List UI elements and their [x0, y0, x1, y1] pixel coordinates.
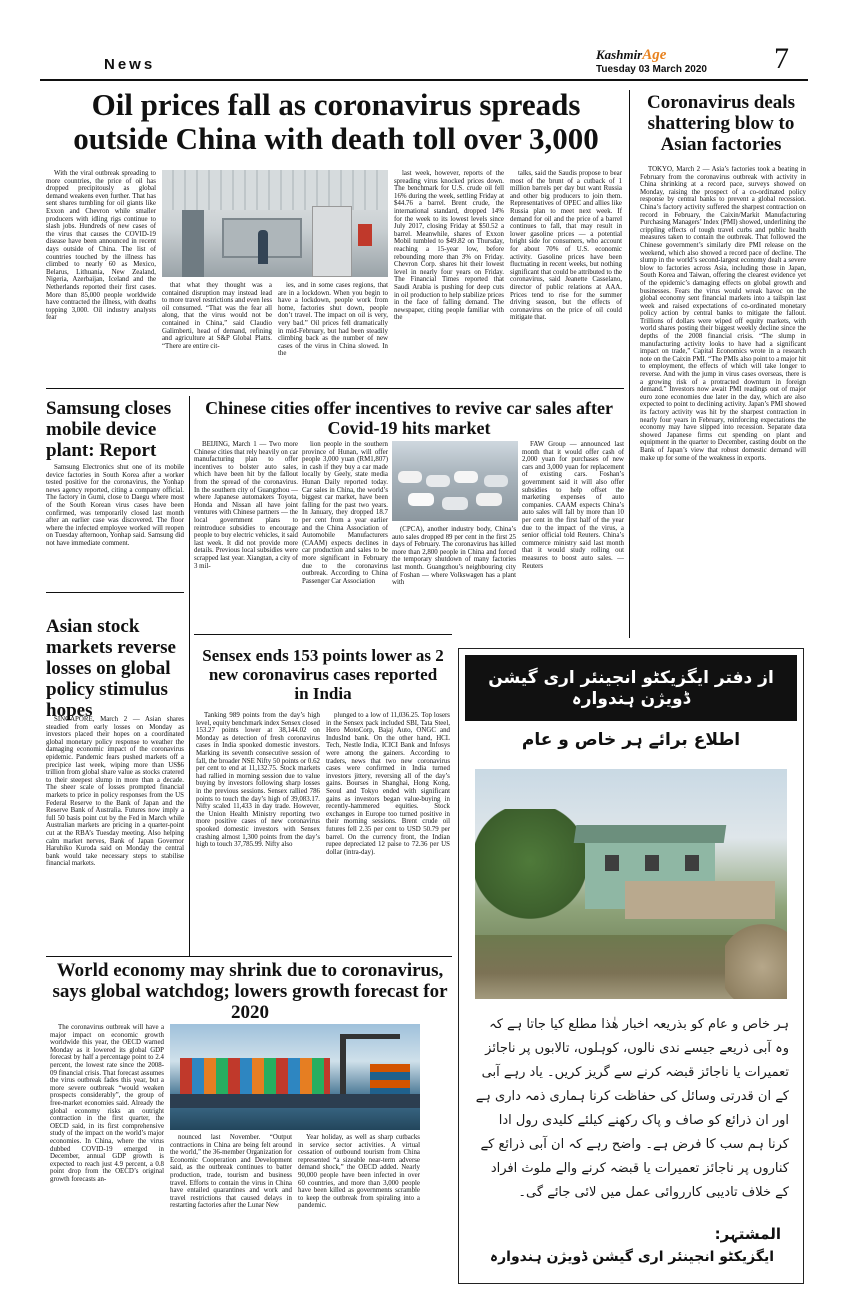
row-rule-2 [46, 592, 184, 593]
oil-col-2-text: that what they thought was a contained disruption may instead lead to more travel restrictions and even less oil consumed. “That was the fear all along, that the virus would not be contained in China,” said Claudio Galimberti, head of demand, refining and agriculture at S&P Global Platts. “There are entire cit- [162, 282, 272, 350]
sensex-col-2-text: plunged to a low of 11,036.25. Top losers in the Sensex pack included SBI, Tata Steel, Hero MotoCorp, Bajaj Auto, ONGC and IndusInd bank. On the other hand, HCL Tech, Nestle India, ICICI Bank and Infosys were among the gainers. According to traders, news that two new coronavirus cases were confirmed in India turned investors jittery, reversing all of the day’s gains. Bourses in Shanghai, Hong Kong, Seoul and Tokyo ended with significant gains as investors began value-buying in recently-hammered equities. Stock exchanges in Europe too turned positive in their morning sessions. Brent crude oil futures fell 2.35 per cent to USD 50.79 per barrel. On the currency front, the Indian rupee depreciated 12 paise to 72.36 per US dollar (intra-day). [326, 712, 450, 856]
oil-col-5-text: talks, said the Saudis propose to bear most of the brunt of a cutback of 1 million barrels per day but want Russia and other big producers to join them. Representatives of OPEC and allies like Russia plan to meet next week. If demand for oil and the price of a barrel continues to fall, that may result in lower gasoline prices — a potential bright side for consumers, who account for about 70% of U.S. economic activity. Gasoline prices have been fluctuating in recent weeks, but nothing significant that could be attributed to the coronavirus, said Jeanette Casselano, director of public relations at AAA. Prices tend to rise for the summer driving season, but the effects of coronavirus on the price of oil could mitigate that. [510, 170, 622, 322]
brand-logo [596, 48, 666, 62]
cars-col-2-text: lion people in the southern province of Hunan, will offer people 3,000 yuan (RM1,807) in cash if they buy a car made locally by Geely, state media Hunan Daily reported today. Car sales in China, the world’s biggest car market, have been falling for the past two years. In January, they dropped 18.7 per cent from a year earlier and the China Association of Automobile Manufacturers (CAAM) expects declines in car production and sales to be more significant in February due to the coronavirus outbreak. According to China Passenger Car Association [302, 441, 388, 585]
oil-col-1-text: With the viral outbreak spreading to more countries, the price of oil has dropped precipitously as global demand weakens even further. That has sent shares tumbling for oil giants like Exxon and Chevron while smaller producers with idling rigs continue to slash jobs. Hundreds of new cases of the virus that causes the COVID-19 disease have been announced in recent days outside of China. The list of countries touched by the illness has climbed to nearly 60 as Mexico, Belarus, Lithuania, New Zealand, Nigeria, Azerbaijan, Iceland and the Netherlands reported their first cases. More than 85,000 people worldwide have contracted the illness, with deaths topping 3,000. Oil industry analysts fear [46, 170, 156, 322]
factories-body-text: TOKYO, March 2 — Asia’s factories took a beating in February from the coronavirus outbreak with activity in China shrinking at a record pace, surveys showed on Monday, raising the prospect of a co-ordinated policy response by central banks to prevent a global recession. China’s factory activity suffered the sharpest contraction on record in February, the Caixin/Markit Manufacturing Purchasing Managers’ Index (PMI) showed, underlining the crippling effects of tough travel curbs and public health measures taken to contain the outbreak. That followed the Chinese government’s similarly dire PMI release on the weekend, which also showed a record pace of decline. The slump in the world’s second-largest economy dealt a severe blow to factories across Asia, including those in Japan, South Korea and Taiwan, offering the clearest evidence yet of the epidemic’s damaging effects on global growth and businesses. Fears the virus would wreak havoc on the global economy sent financial markets into a tailspin last week and raised expectations of co-ordinated monetary policy action by central banks to mitigate the fallout. Trillions of dollars were wiped off equity markets, with world shares posting their biggest weekly decline since the depths of the 2008 financial crisis. “The slump in manufacturing activity looks to have had a significant impact on trade,” Capital Economics wrote in a research note on the Caixin PMI. “The PMIs also point to a major hit to employment, the effects of which will take longer to reverse. And with the jump in virus cases overseas, there is a growing risk of a protracted downturn in foreign demand.” Investors now await PMI readings out of major euro zone economies due later in the day, which are also expected to point to declining activity. Japan’s PMI showed its factory activity was hit by the sharpest contraction in nearly four years in February, reinforcing expectations the economy may have slipped into recession. Separate data showed Japanese firms cut spending on plant and equipment in the quarter to December, casting doubt on the Bank of Japan’s view that robust domestic demand will make up for some of the weakness in exports. [640, 166, 806, 462]
economy-col-3-text: Year holiday, as well as sharp cutbacks in service sector activities. A virtual cessation of outbound tourism from China represented “a sizeable near-term adverse demand shock,” the OECD added. Nearly 90,000 people have been infected in over 60 countries, and more than 3,000 people have been killed as governments scramble to keep the outbreak from spiraling into a pandemic. [298, 1134, 420, 1210]
row-rule-4 [46, 956, 452, 957]
factories-body [640, 166, 806, 622]
oil-col-5 [510, 170, 622, 378]
samsung-body [46, 464, 184, 582]
stocks-body [46, 716, 184, 952]
advert-box [458, 648, 804, 1284]
page-date: Tuesday 03 March 2020 [596, 64, 707, 75]
brand-logo-a: Kashmir [596, 47, 643, 62]
row-rule-3 [194, 634, 452, 635]
economy-col-2 [170, 1134, 292, 1270]
advert-signature-label: المشتہر: [714, 1225, 781, 1243]
sensex-col-1 [196, 712, 320, 952]
economy-col-3 [298, 1134, 420, 1270]
sensex-headline: Sensex ends 153 points lower as 2 new coronavirus cases reported in India [202, 646, 444, 703]
economy-col-1 [50, 1024, 164, 1270]
economy-col-2-text: nounced last November. “Output contractions in China are being felt around the world,” the 36-member Organization for Economic Cooperation and Development said, as the outbreak continues to batter production, trade, tourism and business travel. Efforts to contain the virus in China have entailed quarantines and work and travel restrictions that caused delays in restarting factories after the Lunar New [170, 1134, 292, 1210]
brand-logo-b: Age [642, 47, 667, 63]
cars-col-2 [302, 441, 388, 621]
stocks-body-text: SINGAPORE, March 2 — Asian shares steadied from early losses on Monday as investors placed their hopes on a coordinated global monetary policy response to weather the damaging economic impact of the coronavirus epidemic. Pandemic fears pushed markets off a precipice last week, wiping more than US$6 trillion from global share value as stocks cratered to their steepest slump in more than a decade. The sheer scale of losses prompted financial markets to price in policy responses from the US Federal Reserve to the Bank of Japan and the Reserve Bank of Australia. Futures now imply a full 50 basis point cut by the Fed in March while Australian markets are pricing in a quarter-point cut at the RBA’s Tuesday meeting. Also helping calm market nerves, Bank of Japan Governor Haruhiko Kuroda said on Monday the central bank would take necessary steps to stabilise financial markets. [46, 716, 184, 868]
sensex-col-1-text: Tanking 989 points from the day’s high level, equity benchmark index Sensex closed 153.27 points lower at 38,144.02 on Monday as detection of fresh coronavirus cases in India spooked domestic investors. Marking its seventh consecutive session of fall, the broader NSE Nifty 50 points or 0.62 per cent to end at 11,132.75. Stock markets had rallied in morning session due to value buying by investors following sharp losses in the previous sessions. Sensex rallied 786 points to touch the day’s high of 39,083.17. Nifty scaled 11,433 in day trade. However, the Union Health Ministry reporting two more positive cases of new coronavirus spooked domestic investors with Sensex crashing almost 1,300 points from the day’s high to touch 37,785.99. Nifty also [196, 712, 320, 849]
column-divider-2 [189, 396, 190, 956]
factories-headline: Coronavirus deals shattering blow to Asian factories [647, 92, 795, 155]
oil-col-3 [278, 282, 388, 378]
cars-col-4-text: FAW Group — announced last month that it would offer cash of 2,000 yuan for purchases of new cars and 3,000 yuan for replacement of existing cars. Foshan’s government said it will also offer subsidies to help offset the marketing expenses of auto companies. CAAM expects China’s auto sales will fall by more than 10 per cent in the first half of the year due to the impact of the virus, a senior official told Reuters. China’s commerce ministry said last month that it would study rolling out measures to boost auto sales. — Reuters [522, 441, 624, 570]
samsung-headline: Samsung closes mobile device plant: Report [46, 398, 172, 461]
cars-headline: Chinese cities offer incentives to revive car sales after Covid-19 hits market [205, 398, 613, 438]
factory-photo [162, 170, 388, 277]
oil-headline: Oil prices fall as coronavirus spreads outside China with death toll over 3,000 [73, 87, 599, 156]
cars-col-1-text: BEIJING, March 1 — Two more Chinese cities that rely heavily on car manufacturing plan to offer incentives to bolster auto sales, which have been hit by the fallout from the spread of the coronavirus. In the southern city of Guangzhou — where Japanese automakers Toyota, Honda and Nissan all have joint ventures with Chinese partners — the local government plans to reintroduce subsidies to encourage people to buy electric vehicles, it said last week. It did not provide more details. Previous local subsidies were scrapped last year. Xiangtan, a city of 3 mil- [194, 441, 298, 570]
row-rule-1 [46, 388, 624, 389]
advert-banner [465, 655, 797, 721]
oil-col-3-text: ies, and in some cases regions, that are in a lockdown. When you begin to have a lockdown, people work from home, factories shut down, people don’t travel. The impact on oil is very, very bad.” Oil prices fell dramatically in mid-February, but had been steadily climbing back as the number of new cases of the virus in China slowed. In the [278, 282, 388, 358]
column-divider [629, 90, 630, 638]
masthead-rule [40, 79, 808, 81]
oil-col-1 [46, 170, 156, 378]
oil-col-4 [394, 170, 504, 378]
oil-col-2 [162, 282, 272, 378]
economy-col-1-text: The coronavirus outbreak will have a major impact on economic growth worldwide this year, the OECD warned Monday as it lowered its global GDP forecast by half a percentage point to 2.4 percent, the lowest rate since the 2008-09 financial crisis. That forecast assumes the virus outbreak fades this year, but a more severe outbreak “would weaken prospects considerably”, the group of free-market economies said. Already the global economy risks an outright contraction in the first quarter, the OECD said, in its first comprehensive study of the impact on the world’s major economies. In China, where the virus dubbed COVID-19 emerged in December, annual GDP growth is expected to reach just 4.9 percent, a 0.8 point drop from the OECD’s original growth forecasts an- [50, 1024, 164, 1183]
page-number: 7 [774, 42, 789, 75]
oil-col-4-text: last week, however, reports of the spreading virus knocked prices down. The benchmark for U.S. crude oil fell 16% during the week, settling Friday at $44.76 a barrel. Brent crude, the international standard, dropped 14% for the week to its lowest levels since July 2017, closing Friday at $50.52 a barrel. Meanwhile, shares of Exxon Mobil tumbled to $49.82 on Thursday, reaching a 15-year low, before rebounding more than 3% on Friday. Chevron Corp. shares hit their lowest level in nearly four years on Friday. The Financial Times reported that Saudi Arabia is pushing for deep cuts in oil production to help stabilize prices in the face of falling demand. The newspaper, citing people familiar with the [394, 170, 504, 322]
advert-banner-text: از دفتر ایگزیکٹو انجینئر اری گیشن ڈویژن ہندوارہ [488, 667, 774, 709]
cars-col-1 [194, 441, 298, 621]
cars-col-4 [522, 441, 624, 621]
samsung-body-text: Samsung Electronics shut one of its mobile device factories in South Korea after a worker tested positive for the coronavirus, the Yonhap news agency reported, citing a company official. The factory in Gumi, close to Daegu where most of the South Korean virus cases have been confirmed, was temporarily closed last month after an earlier case was discovered. The floor where the infected employee worked will reopen on Tuesday afternoon, Yonhap said. Samsung did not have immediate comment. [46, 464, 184, 547]
advert-photo [475, 769, 787, 999]
advert-body: ہر خاص و عام کو بذریعہ اخبار ھٰذا مطلع کیا جاتا ہے کہ وہ آبی ذریعے جیسے ندی نالوں، کوہلوں، تالابوں پر ناجائز تعمیرات یا ناجائز قبضہ کرنے سے گریز کریں۔ یاد رہے آبی کے ان قدرتی وسائل کی حفاظت کرنا ہماری ذمہ داری ہے اور ان ذرائع کو صاف و پاک رکھنے کیلئے کلیدی رول ادا کرنا ہم سب کا فرض ہے۔ واضح رہے کہ ان آبی ذرائع کے کناروں پر ناجائز تعمیرات یا قبضہ کرنے والے ملوث افراد کے خلاف تادیبی کارروائی عمل میں لائی جائے گی۔ [475, 1017, 789, 1200]
cars-col-3-text: (CPCA), another industry body, China’s auto sales dropped 89 per cent in the first 25 days of February. The coronavirus has killed more than 2,800 people in China and forced the temporary shutdown of many factories last month. Guangzhou’s neighbouring city of Foshan — where Volkswagen has a plant with [392, 526, 516, 587]
advert-signature: ایگزیکٹو انجینئر اری گیشن ڈویژن ہندوارہ [489, 1249, 775, 1265]
port-photo [170, 1024, 420, 1130]
section-label: News [104, 56, 156, 73]
sensex-col-2 [326, 712, 450, 952]
advert-notice: اطلاع برائے ہر خاص و عام [521, 730, 741, 750]
stocks-headline: Asian stock markets reverse losses on global policy stimulus hopes [46, 616, 176, 721]
economy-headline: World economy may shrink due to coronavirus, says global watchdog; lowers growth forecast for 2020 [52, 960, 448, 1023]
cars-photo [392, 441, 518, 521]
cars-col-3 [392, 526, 516, 621]
